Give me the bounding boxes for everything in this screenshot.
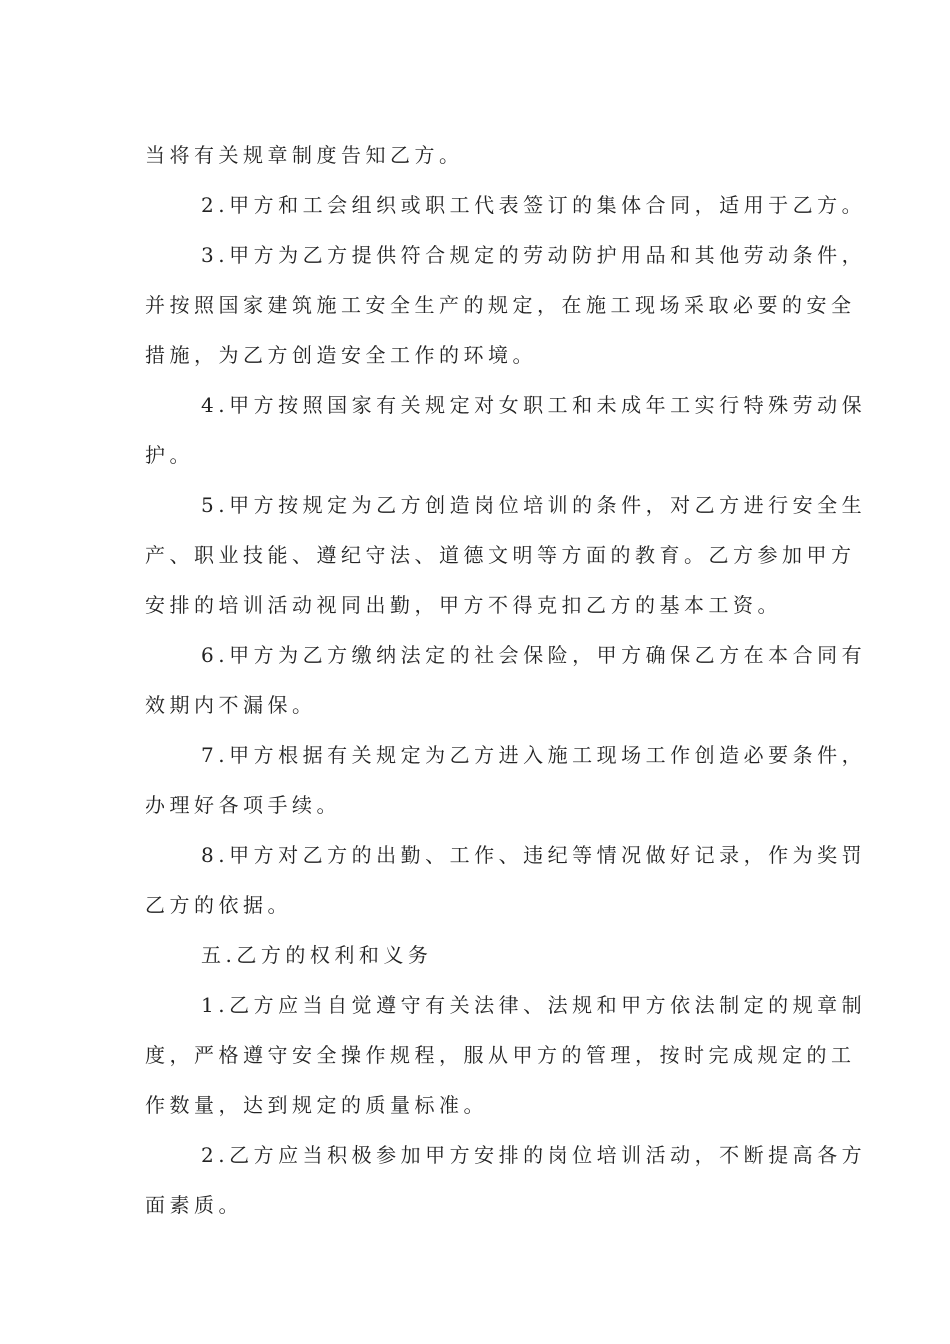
text-line: 措施，为乙方创造安全工作的环境。 <box>145 343 537 367</box>
text-line: 1.乙方应当自觉遵守有关法律、法规和甲方依法制定的规章制 <box>201 993 867 1017</box>
text-line: 2.甲方和工会组织或职工代表签订的集体合同，适用于乙方。 <box>201 193 867 217</box>
text-line: 护。 <box>145 443 194 467</box>
text-line: 面素质。 <box>145 1193 243 1217</box>
text-line: 2.乙方应当积极参加甲方安排的岗位培训活动，不断提高各方 <box>201 1143 867 1167</box>
text-line: 作数量，达到规定的质量标准。 <box>145 1093 488 1117</box>
text-line: 安排的培训活动视同出勤，甲方不得克扣乙方的基本工资。 <box>145 593 782 617</box>
text-line: 3.甲方为乙方提供符合规定的劳动防护用品和其他劳动条件， <box>201 243 867 267</box>
document-page <box>145 130 867 1230</box>
text-line: 效期内不漏保。 <box>145 693 317 717</box>
text-line: 6.甲方为乙方缴纳法定的社会保险，甲方确保乙方在本合同有 <box>201 643 867 667</box>
text-line: 度，严格遵守安全操作规程，服从甲方的管理，按时完成规定的工 <box>145 1043 856 1067</box>
text-line: 产、职业技能、遵纪守法、道德文明等方面的教育。乙方参加甲方 <box>145 543 856 567</box>
text-line: 4.甲方按照国家有关规定对女职工和未成年工实行特殊劳动保 <box>201 393 867 417</box>
text-line: 并按照国家建筑施工安全生产的规定，在施工现场采取必要的安全 <box>145 293 856 317</box>
text-line: 8.甲方对乙方的出勤、工作、违纪等情况做好记录，作为奖罚 <box>201 843 867 867</box>
text-line: 5.甲方按规定为乙方创造岗位培训的条件，对乙方进行安全生 <box>201 493 867 517</box>
text-line: 当将有关规章制度告知乙方。 <box>145 143 464 167</box>
section-heading: 五.乙方的权利和义务 <box>201 943 433 967</box>
text-line: 办理好各项手续。 <box>145 793 341 817</box>
text-line: 7.甲方根据有关规定为乙方进入施工现场工作创造必要条件， <box>201 743 867 767</box>
text-line: 乙方的依据。 <box>145 893 292 917</box>
